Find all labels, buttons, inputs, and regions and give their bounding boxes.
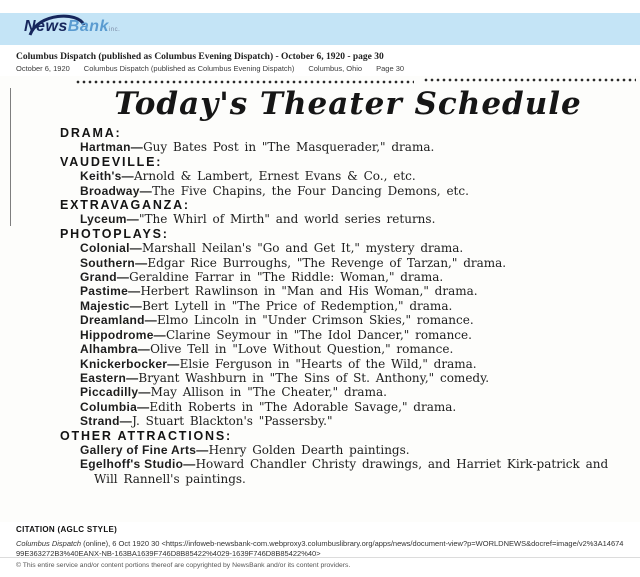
venue-description: Elmo Lincoln in "Under Crimson Skies," romance. (157, 313, 474, 328)
schedule-sections (0, 126, 640, 486)
venue-description: Elsie Ferguson in "Hearts of the Wild," drama. (179, 356, 477, 371)
venue-description: Arnold & Lambert, Ernest Evans & Co., etc. (133, 169, 416, 184)
schedule-item (0, 169, 640, 183)
schedule-item (0, 328, 640, 342)
copyright-notice: © This entire service and/or content portions thereof are copyrighted by NewsBank and/or its content providers. (16, 562, 351, 569)
citation-block (16, 525, 626, 559)
venue-name: Hippodrome— (80, 327, 166, 342)
venue-description: Howard Chandler Christy drawings, and Harriet Kirk-patrick and Will Rannell's paintings. (94, 457, 609, 486)
venue-description: Bryant Washburn in "The Sins of St. Anthony," comedy. (138, 370, 490, 385)
section-heading: EXTRAVAGANZA: (60, 198, 190, 213)
schedule-item (0, 140, 640, 154)
schedule-item (0, 256, 640, 270)
citation-heading: CITATION (AGLC STYLE) (16, 525, 118, 534)
section-items (0, 212, 640, 226)
meta-field: Columbus Dispatch (published as Columbus Evening Dispatch) (83, 64, 295, 73)
citation-source: Columbus Dispatch (16, 539, 82, 548)
logo-text-news: News (24, 18, 68, 35)
meta-field: Columbus, Ohio (308, 64, 363, 73)
venue-name: Knickerbocker— (80, 356, 180, 371)
venue-name: Gallery of Fine Arts— (80, 442, 209, 457)
document-meta-fields (16, 64, 404, 73)
venue-description: Edith Roberts in "The Adorable Savage," drama. (149, 399, 457, 414)
venue-name: Southern— (80, 255, 148, 270)
section-items (0, 443, 640, 486)
venue-name: Colonial— (80, 241, 143, 256)
venue-name: Alhambra— (80, 342, 151, 357)
schedule-item (0, 357, 640, 371)
venue-name: Columbia— (80, 399, 150, 414)
venue-name: Egelhoff's Studio— (80, 457, 196, 472)
venue-name: Majestic— (80, 298, 143, 313)
decorative-wavy-rule-left (76, 80, 414, 84)
venue-name: Strand— (80, 414, 133, 429)
venue-name: Pastime— (80, 284, 141, 299)
document-title-line: Columbus Dispatch (published as Columbus Evening Dispatch) - October 6, 1920 - page 30 (16, 52, 384, 62)
schedule-item (0, 184, 640, 198)
venue-description: Bert Lytell in "The Price of Redemption," drama. (142, 298, 453, 313)
schedule-item (0, 299, 640, 313)
venue-name: Piccadilly— (80, 385, 151, 400)
venue-name: Dreamland— (80, 313, 158, 328)
venue-description: Marshall Neilan's "Go and Get It," mystery drama. (142, 241, 464, 256)
schedule-item (0, 443, 640, 457)
schedule-section (0, 126, 640, 155)
section-heading: PHOTOPLAYS: (60, 226, 169, 241)
section-items (0, 241, 640, 428)
citation-rest: (online), 6 Oct 1920 30 <https://infoweb-newsbank-com.webproxy3.columbuslibrary.org/apps/news/document-view?p=WORLDNEWS&docref=image/v2%3A1467499E363272B3%40EANX-NB-163BA1639F746D8B85422%4029-1639F746D8B85422%40> (16, 539, 624, 558)
schedule-item (0, 414, 640, 428)
venue-description: Clarine Seymour in "The Idol Dancer," romance. (165, 327, 472, 342)
venue-description: Herbert Rawlinson in "Man and His Woman," drama. (140, 284, 478, 299)
venue-name: Hartman— (80, 140, 144, 155)
footer (0, 557, 640, 569)
venue-description: The Five Chapins, the Four Dancing Demons, etc. (152, 183, 469, 198)
schedule-item (0, 241, 640, 255)
venue-name: Keith's— (80, 169, 134, 184)
newsbank-banner (0, 13, 640, 45)
article-headline: Today's Theater Schedule (114, 86, 582, 122)
section-heading: DRAMA: (60, 126, 122, 140)
venue-description: "The Whirl of Mirth" and world series returns. (139, 212, 436, 227)
schedule-section (0, 155, 640, 198)
venue-name: Eastern— (80, 370, 139, 385)
decorative-wavy-rule-right (424, 78, 636, 82)
schedule-item (0, 342, 640, 356)
schedule-item (0, 385, 640, 399)
schedule-section (0, 227, 640, 429)
venue-description: Geraldine Farrar in "The Riddle: Woman," drama. (129, 270, 444, 285)
meta-field: October 6, 1920 (16, 64, 70, 73)
venue-name: Broadway— (80, 183, 153, 198)
schedule-item (0, 371, 640, 385)
venue-description: J. Stuart Blackton's "Passersby." (132, 414, 333, 429)
section-items (0, 140, 640, 154)
section-heading: OTHER ATTRACTIONS: (60, 428, 232, 443)
schedule-section (0, 429, 640, 487)
venue-name: Lyceum— (80, 212, 140, 227)
venue-name: Grand— (80, 270, 130, 285)
newsbank-logo (24, 18, 134, 42)
logo-text-inc: inc. (108, 27, 121, 33)
section-heading: VAUDEVILLE: (60, 154, 163, 169)
schedule-item (0, 400, 640, 414)
venue-description: Henry Golden Dearth paintings. (208, 442, 410, 457)
venue-description: Edgar Rice Burroughs, "The Revenge of Tarzan," drama. (147, 255, 507, 270)
schedule-section (0, 198, 640, 227)
schedule-item (0, 313, 640, 327)
meta-field: Page 30 (376, 64, 405, 73)
schedule-item (0, 270, 640, 284)
venue-description: Olive Tell in "Love Without Question," romance. (150, 342, 454, 357)
logo-text-bank: Bank (67, 18, 109, 35)
section-items (0, 169, 640, 198)
schedule-item (0, 284, 640, 298)
newspaper-clipping (0, 76, 640, 522)
citation-text (16, 539, 626, 559)
venue-description: Guy Bates Post in "The Masquerader," drama. (143, 140, 435, 155)
venue-description: May Allison in "The Cheater," drama. (150, 385, 387, 400)
schedule-item (0, 212, 640, 226)
schedule-item (0, 457, 640, 486)
